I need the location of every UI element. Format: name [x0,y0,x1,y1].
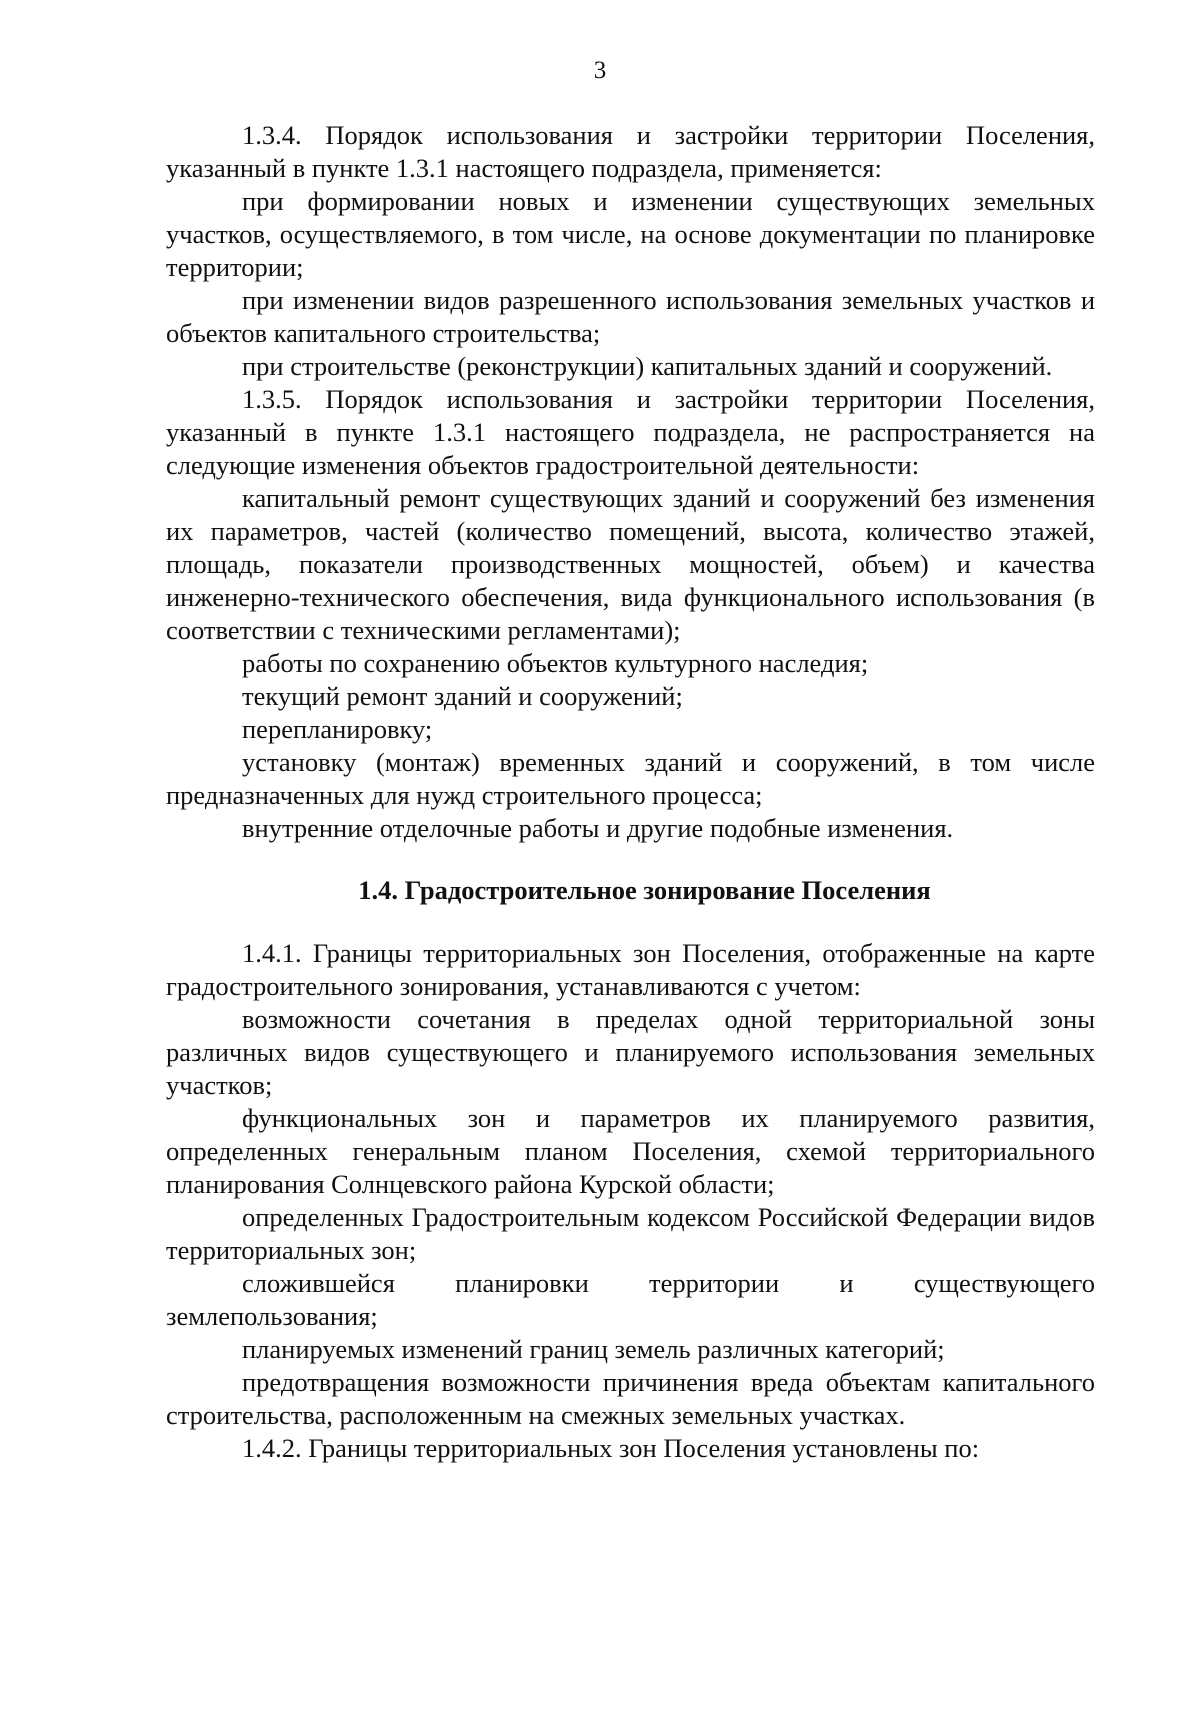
list-item-harm-prevention: предотвращения возможности причинения вреда объектам капитального строительства, расположенным на смежных земельных участках. [166,1367,1095,1430]
list-item-functional-zones: функциональных зон и параметров их планируемого развития, определенных генеральным планом Поселения, схемой территориального планирования Солнцевского района Курской области; [166,1103,1095,1199]
list-item-heritage: работы по сохранению объектов культурного наследия; [242,648,869,678]
list-item-current-repair: текущий ремонт зданий и сооружений; [242,681,683,711]
page-number: 3 [593,57,607,84]
list-item-changing-use: при изменении видов разрешенного использования земельных участков и объектов капитального строительства; [166,285,1095,348]
list-item-replanning: перепланировку; [242,714,433,744]
list-item-existing-planning: сложившейся планировки территории и существующего землепользования; [166,1268,1095,1331]
list-item-temporary-buildings: установку (монтаж) временных зданий и сооружений, в том числе предназначенных для нужд строительного процесса; [166,747,1095,810]
section-heading: 1.4. Градостроительное зонирование Поселения [358,875,931,905]
list-item-land-categories: планируемых изменений границ земель различных категорий; [242,1334,945,1364]
list-item-interior-works: внутренние отделочные работы и другие подобные изменения. [242,813,954,843]
list-item-combination: возможности сочетания в пределах одной территориальной зоны различных видов существующего и планируемого использования земельных участков; [166,1004,1095,1100]
list-item-construction: при строительстве (реконструкции) капитальных зданий и сооружений. [242,351,1053,381]
list-item-forming-plots: при формировании новых и изменении существующих земельных участков, осуществляемого, в том числе, на основе документации по планировке территории; [166,186,1095,282]
list-item-capital-repair: капитальный ремонт существующих зданий и сооружений без изменения их параметров, частей (количество помещений, высота, количество этажей, площадь, показатели производственных мощностей, объем) и качества инженерно-технического обеспечения, вида функционального использования (в соответствии с техническими регламентами); [166,483,1095,645]
paragraph-1-4-1: 1.4.1. Границы территориальных зон Поселения, отображенные на карте градостроительного зонирования, устанавливаются с учетом: [166,938,1095,1001]
paragraph-1-3-5: 1.3.5. Порядок использования и застройки территории Поселения, указанный в пункте 1.3.1 настоящего подраздела, не распространяется на следующие изменения объектов градостроительной деятельности: [166,384,1095,480]
paragraph-1-4-2: 1.4.2. Границы территориальных зон Поселения установлены по: [242,1433,980,1463]
paragraph-1-3-4: 1.3.4. Порядок использования и застройки территории Поселения, указанный в пункте 1.3.1 настоящего подраздела, применяется: [166,120,1095,183]
list-item-zone-types: определенных Градостроительным кодексом Российской Федерации видов территориальных зон; [166,1202,1095,1265]
document-body [166,119,1095,1465]
